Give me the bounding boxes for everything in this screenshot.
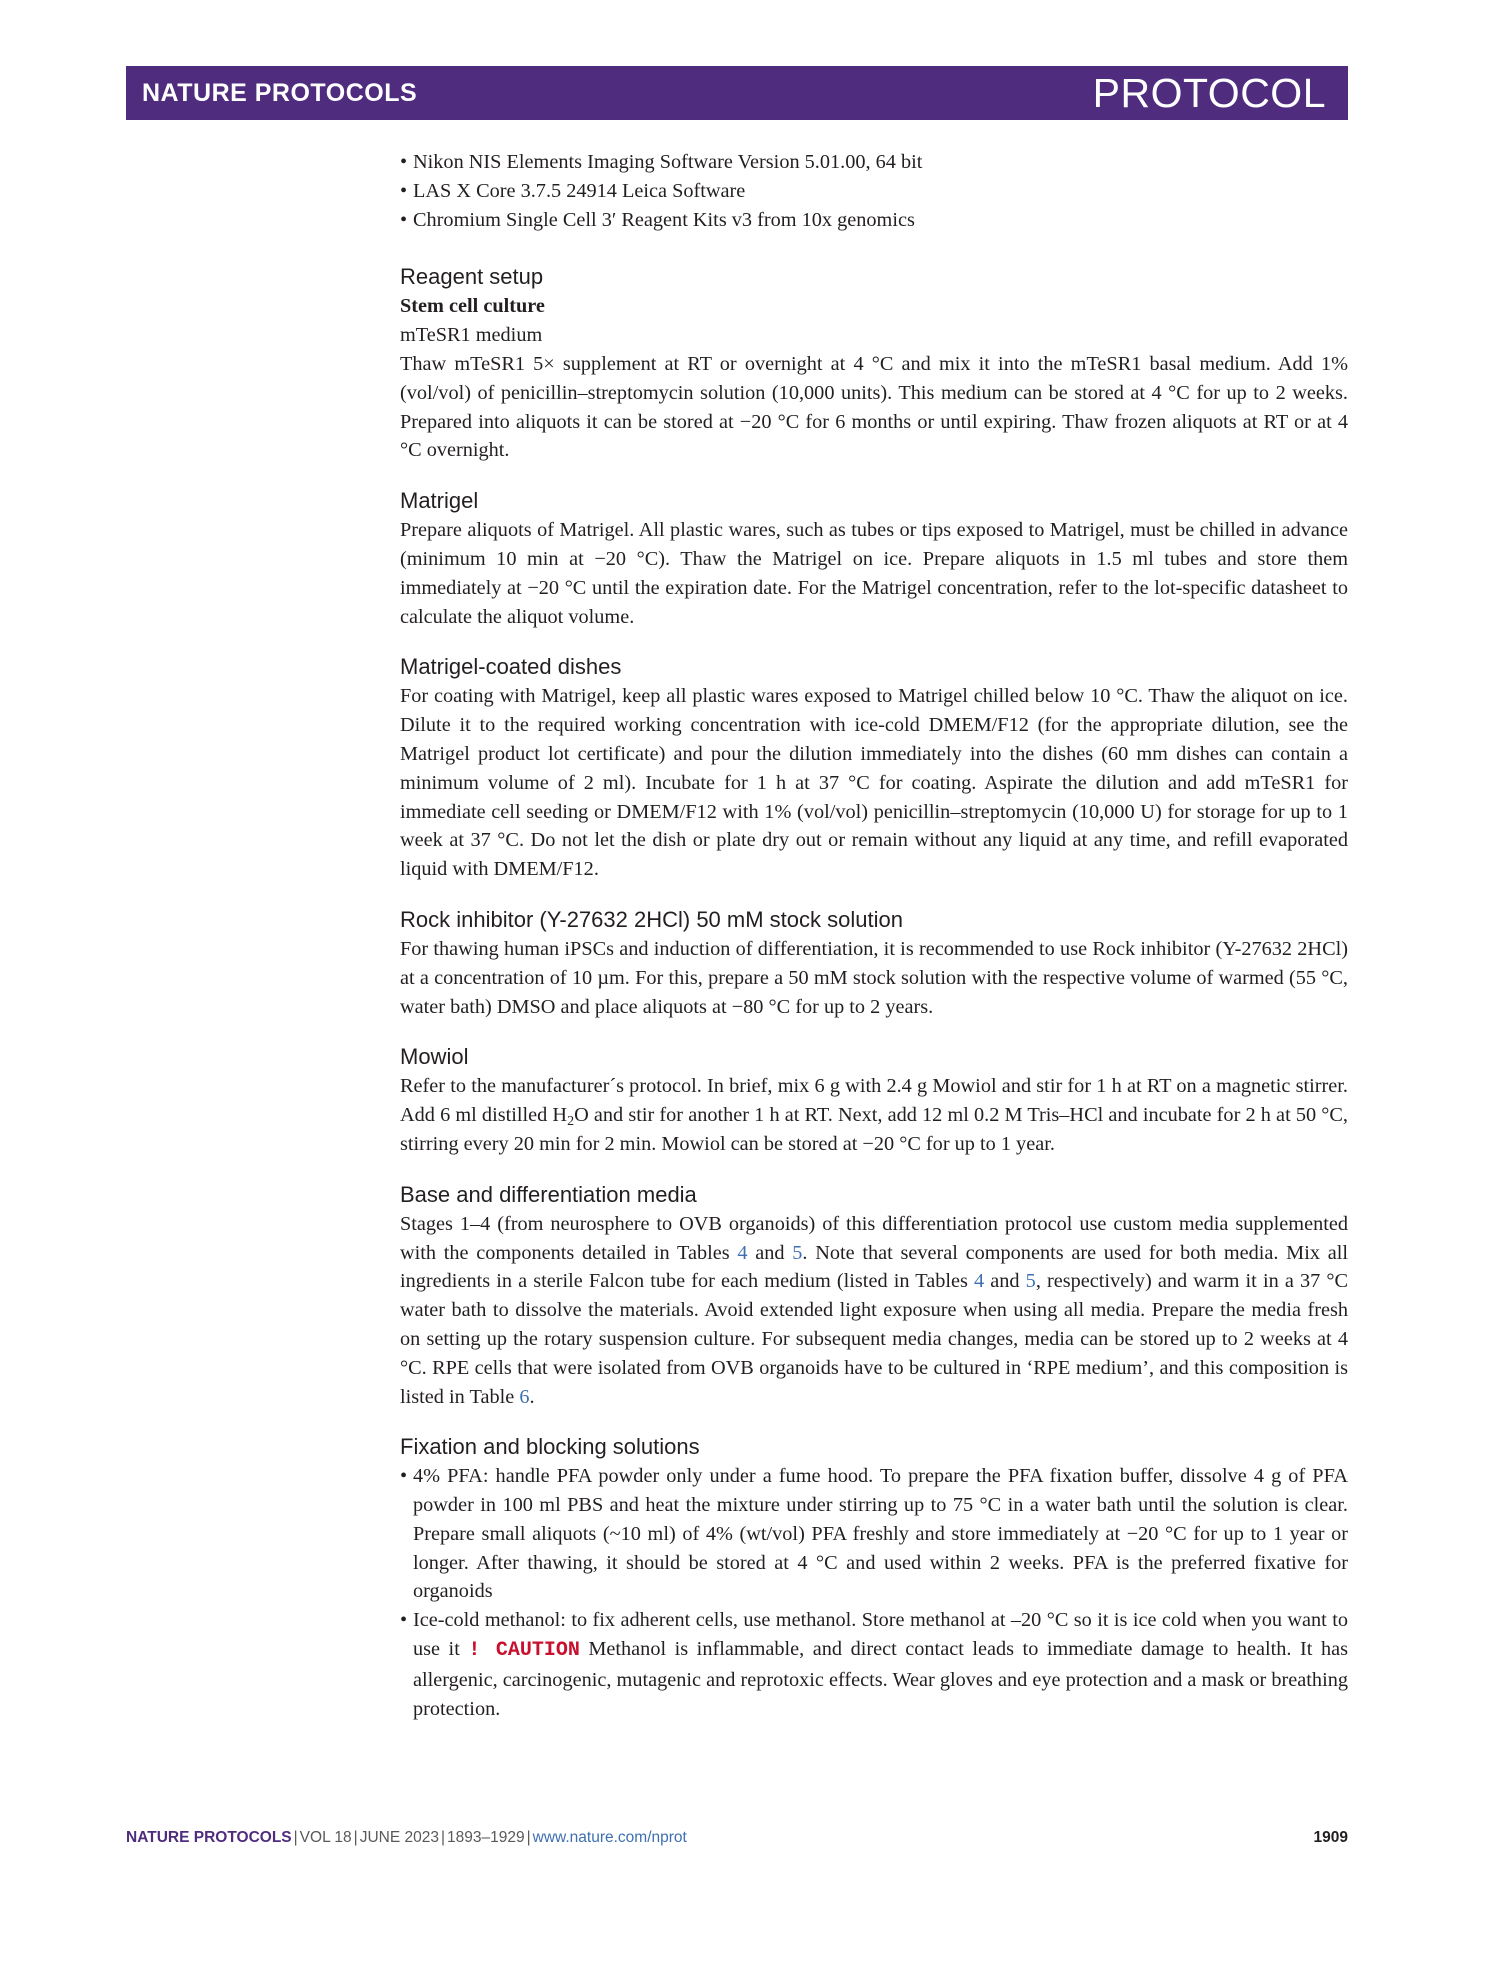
- section-heading: Fixation and blocking solutions: [400, 1434, 700, 1460]
- rock-inhibitor-section: [400, 905, 1348, 1021]
- footer-pages: 1893–1929: [447, 1829, 525, 1846]
- section-heading: Base and differentiation media: [400, 1181, 697, 1207]
- page-content: [400, 148, 1348, 1723]
- paragraph: For coating with Matrigel, keep all plastic wares exposed to Matrigel chilled below 10 °C. Thaw the aliquot on ice. Dilute it to the required working concentration with ice-cold DMEM/F12 (for the appropriate dilution, see the Matrigel product lot certificate) and pour the dilution immediately into the dishes (60 mm dishes can contain a minimum volume of 2 ml). Incubate for 1 h at 37 °C for coating. Aspirate the dilution and add mTeSR1 for immediate cell seeding or DMEM/F12 with 1% (vol/vol) penicillin–streptomycin (10,000 U) for storage for up to 1 week at 37 °C. Do not let the dish or plate dry out or remain without any liquid at any time, and refill evaporated liquid with DMEM/F12.: [400, 685, 1348, 881]
- article-type: PROTOCOL: [1092, 70, 1326, 116]
- text-run: Stages 1–4 (from neurosphere to OVB organoids) of this differentiation protocol use custom media supplemented with the components detailed in Tables: [400, 1212, 1348, 1264]
- paragraph: [400, 1210, 1348, 1412]
- text-run: O and stir for another 1 h at RT. Next, add 12 ml 0.2 M Tris–HCl and incubate for 2 h at 50 °C, stirring every 20 min for 2 min. Mowiol can be stored at −20 °C for up to 1 year.: [400, 1104, 1348, 1155]
- footer-date: JUNE 2023: [359, 1829, 439, 1846]
- journal-header-bar: [126, 66, 1348, 120]
- section-heading: Rock inhibitor (Y-27632 2HCl) 50 mM stock solution: [400, 906, 903, 932]
- fixation-section: [400, 1432, 1348, 1723]
- footer-citation: [126, 1829, 687, 1847]
- list-item: [400, 1606, 1348, 1723]
- list-item: • Nikon NIS Elements Imaging Software Version 5.01.00, 64 bit: [400, 148, 1348, 177]
- footer-url-link[interactable]: www.nature.com/nprot: [532, 1829, 687, 1846]
- paragraph: [400, 1072, 1348, 1158]
- journal-name: NATURE PROTOCOLS: [142, 79, 418, 107]
- item-label: mTeSR1 medium: [400, 324, 543, 347]
- text-run: . Note that several components are used for both media. Mix all ingredients in a sterile Falcon tube for each medium (listed in Tables: [400, 1241, 1348, 1293]
- mowiol-section: [400, 1042, 1348, 1158]
- table-link[interactable]: 5: [792, 1241, 803, 1264]
- list-item: • LAS X Core 3.7.5 24914 Leica Software: [400, 177, 1348, 206]
- reagent-setup-section: [400, 262, 1348, 465]
- footer-volume: VOL 18: [299, 1829, 352, 1846]
- section-heading: Mowiol: [400, 1044, 469, 1070]
- text-run: Refer to the manufacturer´s protocol. In brief, mix 6 g with 2.4 g Mowiol and stir for 1 h at RT on a magnetic stirrer. Add 6 ml distilled H: [400, 1075, 1348, 1127]
- section-heading: Matrigel: [400, 488, 479, 514]
- list-item: • 4% PFA: handle PFA powder only under a fume hood. To prepare the PFA fixation buffer, dissolve 4 g of PFA powder in 100 ml PBS and heat the mixture under stirring up to 75 °C in a water bath until the solution is clear. Prepare small aliquots (~10 ml) of 4% (wt/vol) PFA freshly and store immediately at −20 °C for up to 1 year or longer. After thawing, it should be stored at 4 °C and used within 2 weeks. PFA is the preferred fixative for organoids: [400, 1462, 1348, 1606]
- table-link[interactable]: 4: [737, 1241, 748, 1264]
- fixation-list: [400, 1462, 1348, 1723]
- paragraph: Thaw mTeSR1 5× supplement at RT or overnight at 4 °C and mix it into the mTeSR1 basal medium. Add 1% (vol/vol) of penicillin–streptomycin solution (10,000 units). This medium can be stored at 4 °C for up to 2 weeks. Prepared into aliquots it can be stored at −20 °C for 6 months or until expiring. Thaw frozen aliquots at RT or at 4 °C overnight.: [400, 352, 1348, 462]
- footer-separator: |: [526, 1829, 531, 1846]
- section-heading: Reagent setup: [400, 264, 544, 290]
- footer-separator: |: [353, 1829, 358, 1846]
- footer-journal: NATURE PROTOCOLS: [126, 1829, 292, 1846]
- text-run: , respectively) and warm it in a 37 °C water bath to dissolve the materials. Avoid extended light exposure when using all media. Prepare the media fresh on setting up the rotary suspension culture. For subsequent media changes, media can be stored up to 2 weeks at 4 °C. RPE cells that were isolated from OVB organoids have to be cultured in ‘RPE medium’, and this composition is listed in Table: [400, 1270, 1348, 1408]
- matrigel-dishes-section: [400, 652, 1348, 884]
- subscript: 2: [567, 1114, 575, 1130]
- base-media-section: [400, 1180, 1348, 1412]
- subsection-heading: Stem cell culture: [400, 295, 545, 318]
- footer-separator: |: [293, 1829, 298, 1846]
- table-link[interactable]: 4: [974, 1270, 985, 1293]
- list-item: • Chromium Single Cell 3′ Reagent Kits v3 from 10x genomics: [400, 206, 1348, 235]
- table-link[interactable]: 5: [1025, 1270, 1036, 1293]
- table-link[interactable]: 6: [519, 1385, 530, 1408]
- caution-label: ! CAUTION: [468, 1639, 580, 1663]
- footer-separator: |: [440, 1829, 445, 1846]
- text-run: Ice-cold methanol: to fix adherent cells, use methanol. Store methanol at –20 °C so it is ice cold when you want to use it: [413, 1609, 1348, 1661]
- text-run: .: [529, 1385, 535, 1408]
- paragraph: Prepare aliquots of Matrigel. All plastic wares, such as tubes or tips exposed to Matrigel, must be chilled in advance (minimum 10 min at −20 °C). Thaw the Matrigel on ice. Prepare aliquots in 1.5 ml tubes and store them immediately at −20 °C until the expiration date. For the Matrigel concentration, refer to the lot-specific datasheet to calculate the aliquot volume.: [400, 519, 1348, 628]
- text-run: and: [747, 1241, 793, 1264]
- text-run: and: [984, 1270, 1026, 1293]
- matrigel-section: [400, 486, 1348, 631]
- text-run: Methanol is inflammable, and direct contact leads to immediate damage to health. It has allergenic, carcinogenic, mutagenic and reprotoxic effects. Wear gloves and eye protection and a mask or breathing protection.: [413, 1638, 1348, 1720]
- paragraph: For thawing human iPSCs and induction of differentiation, it is recommended to use Rock inhibitor (Y-27632 2HCl) at a concentration of 10 µm. For this, prepare a 50 mM stock solution with the respective volume of warmed (55 °C, water bath) DMSO and place aliquots at −80 °C for up to 2 years.: [400, 937, 1348, 1018]
- software-list: [400, 148, 1348, 234]
- section-heading: Matrigel-coated dishes: [400, 654, 622, 680]
- page-number: 1909: [1313, 1829, 1348, 1846]
